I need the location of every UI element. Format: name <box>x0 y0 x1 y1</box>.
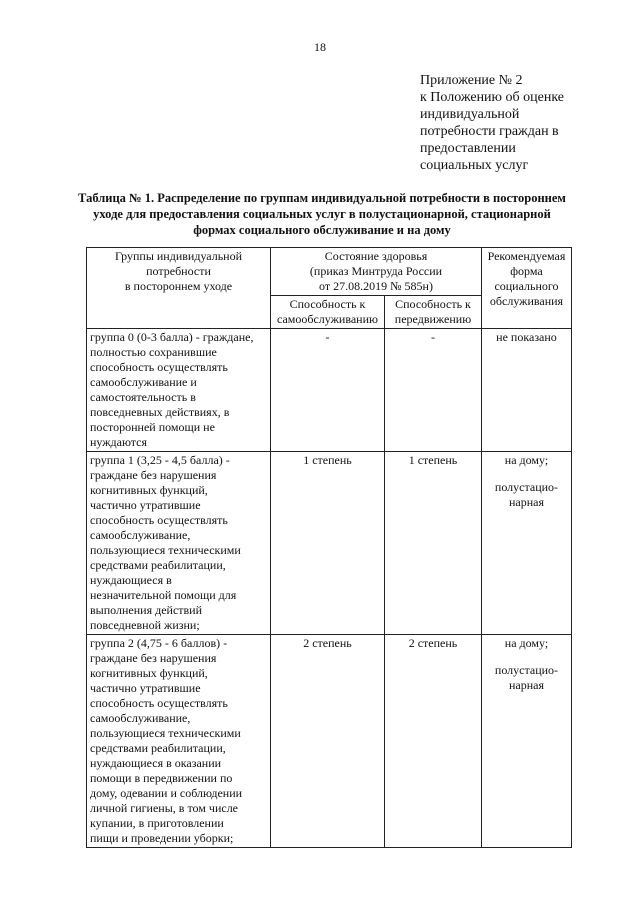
table-title-line: формах социального обслуживание и на дому <box>193 223 451 237</box>
header-text: Способность к <box>289 297 366 311</box>
header-text: от 27.08.2019 № 585н) <box>319 279 433 293</box>
group-description <box>87 452 271 635</box>
table-row <box>87 635 572 848</box>
self-service-value: 1 степень <box>271 452 385 635</box>
cell-line: самостоятельность в <box>90 390 196 404</box>
appendix-note <box>420 72 630 174</box>
cell-line: нуждаются <box>90 435 148 449</box>
cell-line: способность осуществлять <box>90 360 228 374</box>
mobility-value: 1 степень <box>385 452 482 635</box>
page-number: 18 <box>314 40 326 54</box>
cell-line: группа 0 (0-3 балла) - граждане, <box>90 330 254 344</box>
recommended-form-value <box>482 635 572 848</box>
appendix-line: к Положению об оценке <box>420 90 564 105</box>
self-service-value: 2 степень <box>271 635 385 848</box>
mobility-value: 2 степень <box>385 635 482 848</box>
cell-line: повседневных действиях, в <box>90 405 230 419</box>
cell-line: группа 2 (4,75 - 6 баллов) - <box>90 636 228 650</box>
header-self-service <box>271 296 385 329</box>
header-text: самообслуживанию <box>276 312 378 326</box>
cell-line: посторонней помощи не <box>90 420 215 434</box>
appendix-line: индивидуальной <box>420 107 520 122</box>
cell-line: граждане без нарушения <box>90 468 217 482</box>
self-service-value: - <box>271 329 385 452</box>
header-text: социального <box>494 279 559 293</box>
cell-line: полустацио- <box>494 480 559 494</box>
cell-line: нарная <box>508 495 544 509</box>
cell-line: личной гигиены, в том числе <box>90 801 239 815</box>
cell-line: средствами реабилитации, <box>90 741 226 755</box>
cell-line: средствами реабилитации, <box>90 558 226 572</box>
appendix-line: потребности граждан в <box>420 124 559 139</box>
header-text: Группы индивидуальной <box>114 249 243 263</box>
header-health-state <box>271 248 482 296</box>
cell-line: способность осуществлять <box>90 696 228 710</box>
table-title-line: уходе для предоставления социальных услуг в полустационарной, стационарной <box>93 207 551 221</box>
cell-line: самообслуживание, <box>90 528 191 542</box>
header-mobility <box>385 296 482 329</box>
table-row <box>87 452 572 635</box>
cell-line: граждане без нарушения <box>90 651 217 665</box>
header-text: передвижению <box>394 312 472 326</box>
cell-line: купании, в приготовлении <box>90 816 224 830</box>
cell-line: когнитивных функций, <box>90 666 208 680</box>
cell-line: частично утратившие <box>90 498 201 512</box>
cell-line: на дому; <box>504 453 549 467</box>
recommended-form-value <box>482 452 572 635</box>
appendix-line: Приложение № 2 <box>420 73 523 88</box>
header-text: в постороннем уходе <box>124 279 233 293</box>
header-text: форма <box>510 264 543 278</box>
cell-line: когнитивных функций, <box>90 483 208 497</box>
header-text: обслуживания <box>489 294 564 308</box>
cell-line: не показано <box>496 330 557 344</box>
recommended-form-value <box>482 329 572 452</box>
appendix-line: социальных услуг <box>420 158 529 173</box>
table-title-line: Таблица № 1. Распределение по группам индивидуальной потребности в постороннем <box>78 191 566 205</box>
cell-line: на дому; <box>504 636 549 650</box>
appendix-line: предоставлении <box>420 141 516 156</box>
cell-line: способность осуществлять <box>90 513 228 527</box>
header-recommended-form <box>482 248 572 329</box>
cell-line: нарная <box>508 678 544 692</box>
cell-line: группа 1 (3,25 - 4,5 балла) - <box>90 453 230 467</box>
cell-line: полустацио- <box>494 663 559 677</box>
mobility-value: - <box>385 329 482 452</box>
header-text: Рекомендуемая <box>487 249 566 263</box>
header-text: потребности <box>146 264 211 278</box>
cell-line: выполнения действий <box>90 603 203 617</box>
cell-line: пользующиеся техническими <box>90 726 241 740</box>
cell-line: нуждающиеся в <box>90 573 172 587</box>
cell-line: незначительной помощи для <box>90 588 237 602</box>
header-text: (приказ Минтруда России <box>309 264 443 278</box>
header-text: Способность к <box>395 297 471 311</box>
header-groups <box>87 248 271 329</box>
table-row <box>87 329 572 452</box>
group-description <box>87 635 271 848</box>
cell-line: пищи и проведении уборки; <box>90 831 234 845</box>
cell-line: частично утратившие <box>90 681 201 695</box>
cell-line: дому, одевании и соблюдении <box>90 786 243 800</box>
cell-line: полностью сохранившие <box>90 345 217 359</box>
cell-line: помощи в передвижении по <box>90 771 233 785</box>
cell-line: повседневной жизни; <box>90 618 200 632</box>
cell-line: пользующиеся техническими <box>90 543 241 557</box>
cell-line: нуждающиеся в оказании <box>90 756 222 770</box>
header-text: Состояние здоровья <box>324 249 428 263</box>
cell-line: самообслуживание, <box>90 711 191 725</box>
cell-line: самообслуживание и <box>90 375 197 389</box>
group-description <box>87 329 271 452</box>
table-header-row <box>87 248 572 296</box>
distribution-table <box>86 247 572 848</box>
table-title <box>74 190 570 238</box>
